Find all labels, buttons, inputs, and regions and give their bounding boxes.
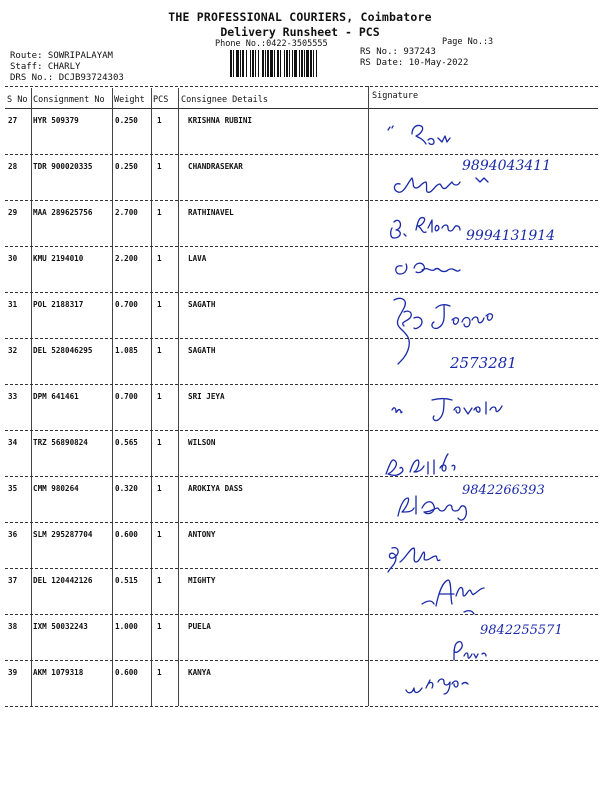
svg-text:9894043411: 9894043411 xyxy=(462,158,552,174)
cell-sno: 36 xyxy=(8,530,18,539)
row-separator xyxy=(5,384,598,385)
cell-pcs: 1 xyxy=(157,622,162,631)
svg-text:9994131914: 9994131914 xyxy=(466,228,556,244)
cell-pcs: 1 xyxy=(157,530,162,539)
cell-consignment-no: TDR 900020335 xyxy=(33,162,93,171)
cell-consignment-no: CMM 980264 xyxy=(33,484,79,493)
cell-sno: 35 xyxy=(8,484,18,493)
cell-weight: 0.565 xyxy=(115,438,138,447)
cell-pcs: 1 xyxy=(157,254,162,263)
cell-pcs: 1 xyxy=(157,300,162,309)
signature-29-30 xyxy=(380,210,590,290)
rs-number: RS No.: 937243 xyxy=(360,47,436,57)
signature-34-35 xyxy=(380,448,590,528)
cell-consignee: SRI JEYA xyxy=(188,392,225,401)
col-sno: S No xyxy=(7,95,28,105)
signature-33 xyxy=(380,392,590,432)
cell-consignee: WILSON xyxy=(188,438,216,447)
cell-consignment-no: KMU 2194010 xyxy=(33,254,84,263)
cell-consignment-no: MAA 289625756 xyxy=(33,208,93,217)
cell-sno: 37 xyxy=(8,576,18,585)
runsheet-subtitle: Delivery Runsheet - PCS xyxy=(220,25,380,39)
row-separator xyxy=(5,706,598,707)
drs-number: DRS No.: DCJB93724303 xyxy=(10,73,124,83)
cell-weight: 1.000 xyxy=(115,622,138,631)
col-pcs: PCS xyxy=(153,95,169,105)
cell-consignee: KRISHNA RUBINI xyxy=(188,116,253,125)
cell-consignment-no: DPM 641461 xyxy=(33,392,79,401)
col-weight: Weight xyxy=(114,95,145,105)
cell-pcs: 1 xyxy=(157,116,162,125)
cell-consignee: SAGATH xyxy=(188,300,216,309)
cell-consignment-no: AKM 1079318 xyxy=(33,668,84,677)
cell-sno: 27 xyxy=(8,116,18,125)
col-signature: Signature xyxy=(372,91,419,101)
cell-sno: 33 xyxy=(8,392,18,401)
cell-weight: 0.700 xyxy=(115,300,138,309)
cell-consignee: AROKIYA DASS xyxy=(188,484,243,493)
cell-consignment-no: IXM 50032243 xyxy=(33,622,88,631)
cell-pcs: 1 xyxy=(157,392,162,401)
col-consignee: Consignee Details xyxy=(181,95,268,105)
cell-sno: 31 xyxy=(8,300,18,309)
svg-text:2573281: 2573281 xyxy=(450,354,517,372)
cell-pcs: 1 xyxy=(157,162,162,171)
cell-consignment-no: SLM 295287704 xyxy=(33,530,93,539)
svg-text:9842255571: 9842255571 xyxy=(480,623,563,638)
cell-weight: 0.600 xyxy=(115,530,138,539)
cell-weight: 0.250 xyxy=(115,116,138,125)
phone-number: Phone No.:0422-3505555 xyxy=(215,39,328,49)
cell-consignment-no: DEL 528046295 xyxy=(33,346,93,355)
header-rule-top xyxy=(5,86,598,87)
cell-consignment-no: TRZ 56890824 xyxy=(33,438,88,447)
row-separator xyxy=(5,292,598,293)
cell-sno: 34 xyxy=(8,438,18,447)
cell-weight: 0.515 xyxy=(115,576,138,585)
cell-pcs: 1 xyxy=(157,668,162,677)
header-rule-bottom xyxy=(5,108,598,109)
cell-consignee: KANYA xyxy=(188,668,211,677)
signature-27-28 xyxy=(380,118,590,198)
cell-sno: 39 xyxy=(8,668,18,677)
signature-31-32 xyxy=(380,294,590,380)
cell-sno: 32 xyxy=(8,346,18,355)
route-label: Route: SOWRIPALAYAM xyxy=(10,51,113,61)
cell-weight: 2.700 xyxy=(115,208,138,217)
barcode-bar xyxy=(317,50,319,77)
page-number: Page No.:3 xyxy=(442,37,494,47)
cell-weight: 0.320 xyxy=(115,484,138,493)
col-divider xyxy=(368,86,369,706)
cell-sno: 38 xyxy=(8,622,18,631)
cell-pcs: 1 xyxy=(157,484,162,493)
cell-sno: 30 xyxy=(8,254,18,263)
cell-consignee: SAGATH xyxy=(188,346,216,355)
barcode xyxy=(230,50,355,77)
cell-consignment-no: HYR 509379 xyxy=(33,116,79,125)
cell-consignee: PUELA xyxy=(188,622,211,631)
cell-weight: 0.250 xyxy=(115,162,138,171)
company-title: THE PROFESSIONAL COURIERS, Coimbatore xyxy=(168,10,432,24)
cell-consignee: LAVA xyxy=(188,254,207,263)
cell-consignee: RATHINAVEL xyxy=(188,208,234,217)
cell-pcs: 1 xyxy=(157,576,162,585)
cell-pcs: 1 xyxy=(157,346,162,355)
row-separator xyxy=(5,200,598,201)
cell-consignee: ANTONY xyxy=(188,530,216,539)
svg-text:9842266393: 9842266393 xyxy=(462,483,545,498)
cell-consignee: CHANDRASEKAR xyxy=(188,162,243,171)
cell-consignment-no: POL 2188317 xyxy=(33,300,84,309)
rs-date: RS Date: 10-May-2022 xyxy=(360,58,469,68)
cell-weight: 0.600 xyxy=(115,668,138,677)
col-consignment: Consignment No xyxy=(33,95,105,105)
cell-consignment-no: DEL 120442126 xyxy=(33,576,93,585)
cell-pcs: 1 xyxy=(157,438,162,447)
signature-36-37 xyxy=(380,540,590,620)
staff-label: Staff: CHARLY xyxy=(10,62,81,72)
cell-consignee: MIGHTY xyxy=(188,576,216,585)
signature-38-39 xyxy=(380,620,590,706)
cell-pcs: 1 xyxy=(157,208,162,217)
cell-weight: 2.200 xyxy=(115,254,138,263)
cell-sno: 28 xyxy=(8,162,18,171)
cell-weight: 0.700 xyxy=(115,392,138,401)
cell-weight: 1.085 xyxy=(115,346,138,355)
cell-sno: 29 xyxy=(8,208,18,217)
